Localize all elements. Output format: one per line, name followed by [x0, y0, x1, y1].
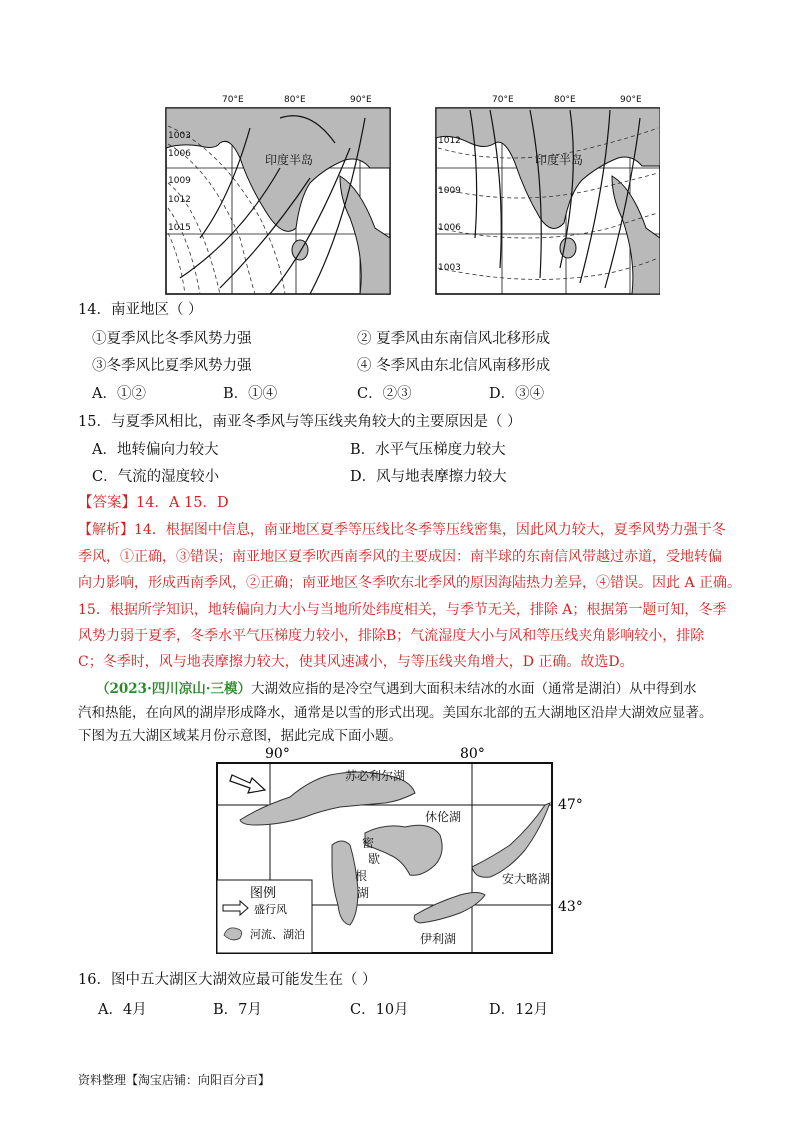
legend-wind: 盛行风 — [254, 903, 287, 916]
q14-statement-2: ② 夏季风由东南信风北移形成 — [357, 331, 551, 347]
q15-stem: 15．与夏季风相比，南亚冬季风与等压线夹角较大的主要原因是（ ） — [78, 414, 522, 430]
label-michigan: 密 — [362, 836, 375, 850]
lon-label: 80°E — [554, 95, 576, 105]
lat-label: 47° — [558, 797, 583, 813]
lon-label: 90° — [265, 746, 290, 762]
winter-monsoon-map — [436, 95, 660, 294]
answer: 【答案】14．A 15．D — [78, 495, 229, 511]
lon-label: 90°E — [350, 95, 372, 105]
map-legend — [217, 880, 312, 953]
q14-option-b: B．①④ — [223, 386, 278, 402]
analysis-line: 风势力弱于夏季，冬季水平气压梯度力较小，排除B；气流湿度大小与风和等压线夹角影响较小，排除 — [78, 628, 705, 644]
q14-option-c: C．②③ — [357, 386, 412, 402]
lon-label: 70°E — [492, 95, 514, 105]
isobar-label: 1015 — [168, 223, 191, 233]
footer: 资料整理【淘宝店铺：向阳百分百】 — [78, 1073, 271, 1087]
great-lakes-map — [210, 745, 600, 960]
analysis-line: 季风，①正确，③错误；南亚地区夏季吹西南季风的主要成因：南半球的东南信风带越过赤道，受地转偏 — [78, 549, 722, 565]
lon-label: 70°E — [222, 95, 244, 105]
intro-line-2: 汽和热能，在向风的湖岸形成降水，通常是以雪的形式出现。美国东北部的五大湖地区沿岸大湖效应显著。 — [78, 705, 713, 721]
q15-option-c: C．气流的湿度较小 — [92, 469, 220, 485]
summer-monsoon-map — [166, 95, 390, 294]
label-erie: 伊利湖 — [420, 932, 457, 946]
lon-label: 80°E — [284, 95, 306, 105]
source-tag: （2023·四川凉山·三模） — [96, 681, 251, 697]
lon-label: 90°E — [620, 95, 642, 105]
q15-option-d: D．风与地表摩擦力较大 — [350, 469, 507, 485]
label-michigan: 湖 — [357, 886, 370, 900]
lat-label: 43° — [558, 899, 583, 915]
isobar-label: 1006 — [438, 223, 461, 233]
q14-option-d: D．③④ — [489, 386, 545, 402]
q15-option-a: A．地转偏向力较大 — [92, 442, 219, 458]
label-michigan: 歇 — [368, 852, 381, 866]
intro-text: 大湖效应指的是冷空气遇到大面积未结冰的水面（通常是湖泊）从中得到水 — [250, 681, 697, 697]
analysis-line: 15．根据所学知识，地转偏向力大小与当地所处纬度相关，与季节无关，排除 A；根据第一题可知，冬季 — [78, 602, 727, 618]
label-superior: 苏必利尔湖 — [345, 769, 406, 783]
q16-option-a: A．4月 — [98, 1002, 147, 1018]
region-label: 印度半岛 — [265, 153, 314, 167]
isobar-label: 1003 — [168, 131, 191, 141]
q14-stem: 14．南亚地区（ ） — [78, 302, 203, 318]
analysis-line: 向力影响，形成西南季风，②正确；南亚地区冬季吹东北季风的原因海陆热力差异，④错误。因此 A 正确。 — [78, 575, 742, 591]
label-ontario: 安大略湖 — [502, 872, 551, 886]
q16-option-d: D．12月 — [489, 1002, 549, 1018]
isobar-label: 1012 — [168, 195, 191, 205]
isobar-label: 1009 — [168, 176, 191, 186]
intro-line-1 — [96, 679, 696, 699]
q16-stem: 16．图中五大湖区大湖效应最可能发生在（ ） — [78, 972, 377, 988]
analysis-line: 【解析】14．根据图中信息，南亚地区夏季等压线比冬季等压线密集，因此风力较大，夏季风势力强于冬 — [78, 522, 726, 538]
q14-statement-3: ③冬季风比夏季风势力强 — [92, 358, 252, 374]
q14-option-a: A．①② — [92, 386, 146, 402]
q14-statement-1: ①夏季风比冬季风势力强 — [92, 331, 252, 347]
intro-line-3: 下图为五大湖区域某月份示意图，据此完成下面小题。 — [78, 728, 402, 744]
isobar-label: 1003 — [438, 263, 461, 273]
isobar-label: 1006 — [168, 149, 191, 159]
legend-water: 河流、湖泊 — [250, 928, 305, 941]
label-michigan: 根 — [355, 869, 368, 883]
label-huron: 休伦湖 — [425, 810, 462, 824]
q15-option-b: B．水平气压梯度力较大 — [350, 442, 506, 458]
legend-title: 图例 — [250, 886, 277, 901]
q14-statement-4: ④ 冬季风由东北信风南移形成 — [357, 358, 551, 374]
isobar-label: 1012 — [438, 136, 461, 146]
lon-label: 80° — [460, 746, 485, 762]
q16-option-b: B．7月 — [213, 1002, 262, 1018]
isobar-label: 1009 — [438, 186, 461, 196]
region-label: 印度半岛 — [535, 153, 584, 167]
q16-option-c: C．10月 — [350, 1002, 409, 1018]
analysis-line: C；冬季时，风与地表摩擦力较大，使其风速减小，与等压线夹角增大，D 正确。故选D。 — [78, 654, 634, 670]
south-asia-maps — [160, 88, 660, 298]
